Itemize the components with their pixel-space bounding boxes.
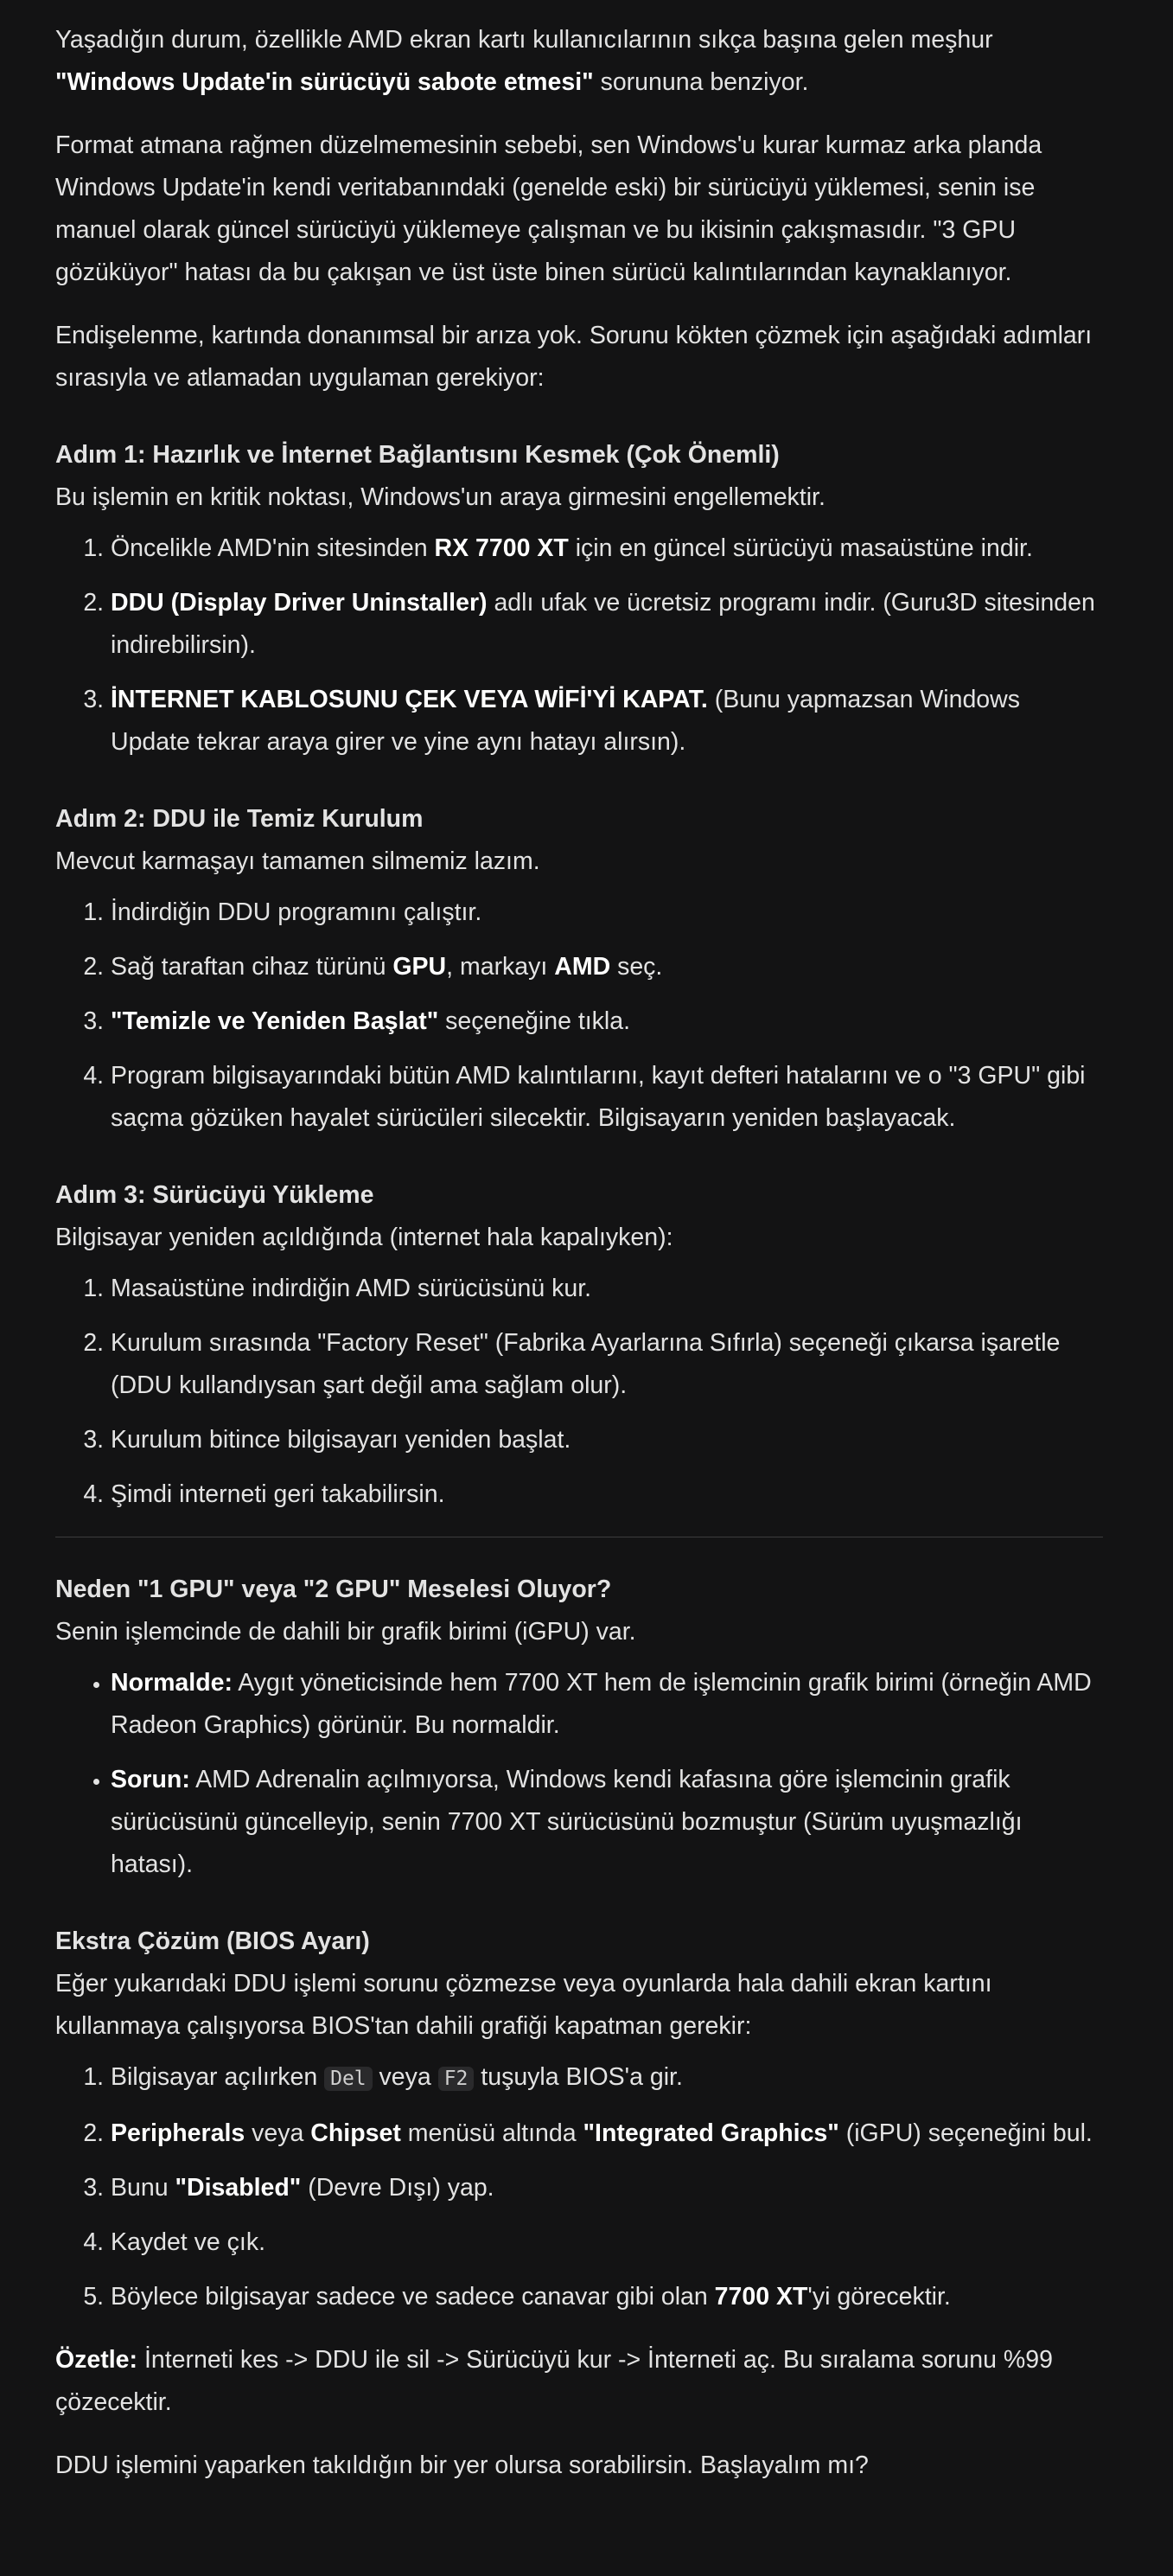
list-item	[111, 1662, 1103, 1747]
text: seçeneğine tıkla.	[438, 1007, 631, 1035]
text: veya	[372, 2063, 438, 2091]
list-item	[111, 582, 1103, 667]
list-item: 4. Şimdi interneti geri takabilirsin.	[111, 1473, 1103, 1516]
list-item	[111, 2167, 1103, 2209]
why-list	[55, 1662, 1103, 1886]
intro-paragraph-1	[55, 19, 1103, 104]
text: 'yi görecektir.	[807, 2283, 951, 2311]
intro-text: sorununa benziyor.	[593, 68, 809, 96]
bold-text: Chipset	[310, 2119, 401, 2147]
list-item	[111, 2113, 1103, 2155]
text: tuşuyla BIOS'a gir.	[474, 2063, 683, 2091]
bold-text: Sorun:	[111, 1766, 190, 1793]
list-item: 3. Kurulum bitince bilgisayarı yeniden başlat.	[111, 1419, 1103, 1461]
why-intro: Senin işlemcinde de dahili bir grafik birimi (iGPU) var.	[55, 1618, 636, 1646]
intro-bold: "Windows Update'in sürücüyü sabote etmesi"	[55, 68, 594, 96]
step1-list	[55, 527, 1103, 764]
text: menüsü altında	[400, 2119, 583, 2147]
text: Böylece bilgisayar sadece ve sadece canavar gibi olan	[111, 2283, 715, 2311]
step3-heading: Adım 3: Sürücüyü Yükleme	[55, 1181, 374, 1209]
text: İnterneti kes -> DDU ile sil -> Sürücüyü kur -> İnterneti aç. Bu sıralama sorunu %99 çözecektir.	[55, 2346, 1053, 2416]
text: , markayı	[446, 953, 555, 981]
closing-paragraph: DDU işlemini yaparken takıldığın bir yer olursa sorabilirsin. Başlayalım mı?	[55, 2451, 869, 2479]
bold-text: GPU	[392, 953, 447, 981]
list-item: 4. Kaydet ve çık.	[111, 2221, 1103, 2264]
step2-intro: Mevcut karmaşayı tamamen silmemiz lazım.	[55, 847, 540, 875]
bios-list	[55, 2056, 1103, 2318]
step3-intro: Bilgisayar yeniden açıldığında (internet hala kapalıyken):	[55, 1224, 673, 1251]
text: Öncelikle AMD'nin sitesinden	[111, 534, 435, 562]
step2-heading: Adım 2: DDU ile Temiz Kurulum	[55, 805, 424, 833]
text: için en güncel sürücüyü masaüstüne indir.	[568, 534, 1033, 562]
bold-text: İNTERNET KABLOSUNU ÇEK VEYA WİFİ'Yİ KAPAT.	[111, 686, 708, 713]
why-heading: Neden "1 GPU" veya "2 GPU" Meselesi Oluyor?	[55, 1576, 612, 1603]
list-item: 1. Masaüstüne indirdiğin AMD sürücüsünü kur.	[111, 1268, 1103, 1310]
step3-list	[55, 1268, 1103, 1516]
list-item: 1. İndirdiğin DDU programını çalıştır.	[111, 892, 1103, 934]
bold-text: AMD	[554, 953, 611, 981]
bios-heading: Ekstra Çözüm (BIOS Ayarı)	[55, 1927, 370, 1955]
list-item: 4. Program bilgisayarındaki bütün AMD kalıntılarını, kayıt defteri hatalarını ve o "3 GPU" gibi saçma gözüken hayalet sürücüleri silecektir. Bilgisayarın yeniden başlayacak.	[111, 1055, 1103, 1140]
intro-text: Yaşadığın durum, özellikle AMD ekran kartı kullanıcılarının sıkça başına gelen meşhur	[55, 26, 993, 54]
intro-paragraph-2: Format atmana rağmen düzelmemesinin sebebi, sen Windows'u kurar kurmaz arka planda Windows Update'in kendi veritabanındaki (genelde eski) bir sürücüyü yüklemesi, senin ise manuel olarak güncel sürücüyü yüklemeye çalışman ve bu ikisinin çakışmasıdır. "3 GPU gözüküyor" hatası da bu çakışan ve üst üste binen sürücü kalıntılarından kaynaklanıyor.	[55, 131, 1042, 286]
text: (Devre Dışı) yap.	[301, 2174, 494, 2202]
text: adlı ufak ve ücretsiz programı indir. (Guru3D sitesinden indirebilirsin).	[111, 589, 1095, 659]
text: Aygıt yöneticisinde hem 7700 XT hem de işlemcinin grafik birimi (örneğin AMD Radeon Graphics) görünür. Bu normaldir.	[111, 1669, 1092, 1739]
text: AMD Adrenalin açılmıyorsa, Windows kendi kafasına göre işlemcinin grafik sürücüsünü güncelleyip, senin 7700 XT sürücüsünü bozmuştur (Sürüm uyuşmazlığı hatası).	[111, 1766, 1023, 1878]
bold-text: "Disabled"	[175, 2174, 302, 2202]
intro-paragraph-3: Endişelenme, kartında donanımsal bir arıza yok. Sorunu kökten çözmek için aşağıdaki adımları sırasıyla ve atlamadan uygulaman gerekiyor:	[55, 322, 1093, 392]
list-item	[111, 1759, 1103, 1886]
key-code: F2	[438, 2067, 475, 2091]
bold-text: RX 7700 XT	[434, 534, 569, 562]
key-code: Del	[324, 2067, 373, 2091]
text: (iGPU) seçeneğini bul.	[838, 2119, 1093, 2147]
list-item	[111, 2276, 1103, 2318]
text: (Bunu yapmazsan Windows Update tekrar araya girer ve yine aynı hatayı alırsın).	[111, 686, 1020, 756]
step1-intro: Bu işlemin en kritik noktası, Windows'un araya girmesini engellemektir.	[55, 483, 826, 511]
text: Bilgisayar açılırken	[111, 2063, 325, 2091]
bold-text: "Integrated Graphics"	[583, 2119, 839, 2147]
list-item	[111, 946, 1103, 988]
bold-text: Özetle:	[55, 2346, 138, 2374]
list-item: 2. Kurulum sırasında "Factory Reset" (Fabrika Ayarlarına Sıfırla) seçeneği çıkarsa işaretle (DDU kullandıysan şart değil ama sağlam olur).	[111, 1322, 1103, 1407]
list-item	[111, 1000, 1103, 1043]
list-item	[111, 2056, 1103, 2100]
text: Sağ taraftan cihaz türünü	[111, 953, 393, 981]
bios-intro: Eğer yukarıdaki DDU işlemi sorunu çözmezse veya oyunlarda hala dahili ekran kartını kullanmaya çalışıyorsa BIOS'tan dahili grafiği kapatman gerekir:	[55, 1970, 992, 2040]
text: seç.	[610, 953, 663, 981]
step1-heading: Adım 1: Hazırlık ve İnternet Bağlantısını Kesmek (Çok Önemli)	[55, 441, 780, 469]
text: Bunu	[111, 2174, 175, 2202]
bold-text: "Temizle ve Yeniden Başlat"	[111, 1007, 439, 1035]
bold-text: Peripherals	[111, 2119, 245, 2147]
summary-paragraph	[55, 2339, 1103, 2424]
bold-text: Normalde:	[111, 1669, 233, 1697]
bold-text: DDU (Display Driver Uninstaller)	[111, 589, 488, 617]
list-item	[111, 527, 1103, 570]
step2-list	[55, 892, 1103, 1140]
chat-response	[55, 19, 1103, 2508]
bold-text: 7700 XT	[714, 2283, 808, 2311]
text: veya	[245, 2119, 311, 2147]
list-item	[111, 679, 1103, 764]
